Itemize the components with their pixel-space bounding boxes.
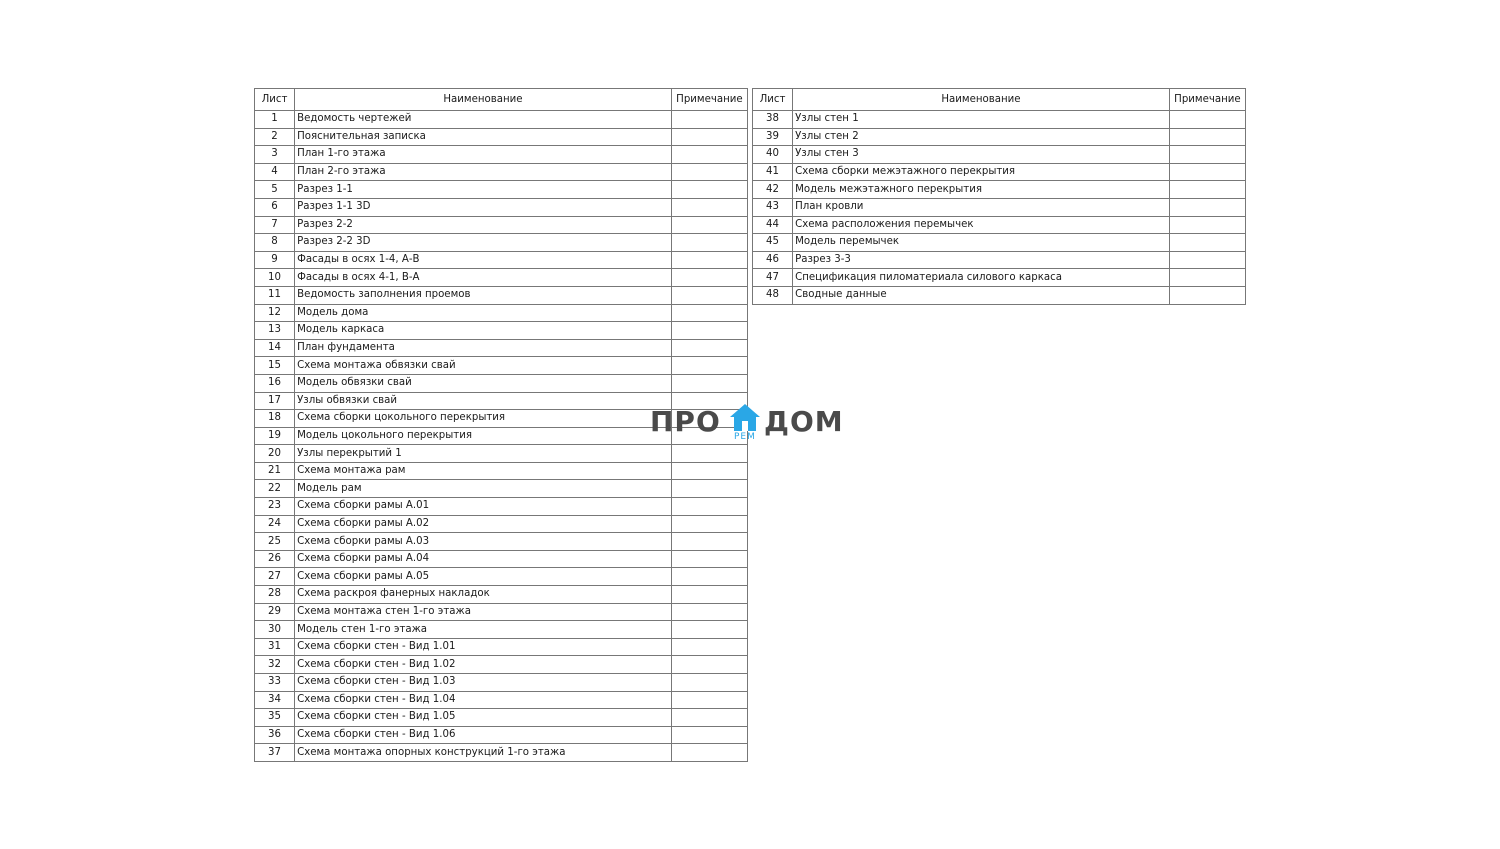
sheet-name-cell: План фундамента <box>295 339 672 357</box>
sheet-name-cell: Сводные данные <box>793 286 1170 304</box>
note-cell <box>671 515 747 533</box>
table-row <box>753 181 1246 199</box>
sheet-number-cell: 34 <box>255 691 295 709</box>
logo-text-left: ПРО <box>650 405 721 438</box>
note-cell <box>671 709 747 727</box>
sheet-number-cell: 12 <box>255 304 295 322</box>
note-cell <box>671 621 747 639</box>
note-cell <box>1169 163 1245 181</box>
sheet-name-cell: Схема монтажа обвязки свай <box>295 357 672 375</box>
sheet-name-cell: Фасады в осях 1-4, А-В <box>295 251 672 269</box>
sheet-number-cell: 32 <box>255 656 295 674</box>
table-row <box>255 251 748 269</box>
sheet-name-cell: Схема расположения перемычек <box>793 216 1170 234</box>
sheet-number-cell: 31 <box>255 638 295 656</box>
table-row <box>255 216 748 234</box>
table-row <box>255 146 748 164</box>
note-cell <box>671 550 747 568</box>
note-cell <box>671 181 747 199</box>
sheet-number-cell: 40 <box>753 146 793 164</box>
watermark-logo <box>650 403 850 445</box>
table-row <box>255 691 748 709</box>
table-row <box>255 234 748 252</box>
sheet-number-cell: 13 <box>255 322 295 340</box>
table-row <box>753 251 1246 269</box>
table-row <box>255 462 748 480</box>
header-note: Примечание <box>671 89 747 111</box>
note-cell <box>671 568 747 586</box>
table-row <box>255 744 748 762</box>
sheet-number-cell: 37 <box>255 744 295 762</box>
table-row <box>255 656 748 674</box>
sheet-name-cell: Узлы стен 1 <box>793 111 1170 129</box>
sheet-number-cell: 36 <box>255 726 295 744</box>
note-cell <box>671 304 747 322</box>
sheet-name-cell: Схема сборки рамы А.05 <box>295 568 672 586</box>
table-header-row <box>255 89 748 111</box>
table-row <box>255 638 748 656</box>
table-row <box>255 357 748 375</box>
table-row <box>255 621 748 639</box>
note-cell <box>671 691 747 709</box>
sheet-name-cell: Разрез 1-1 3D <box>295 198 672 216</box>
note-cell <box>671 498 747 516</box>
sheet-name-cell: Узлы стен 2 <box>793 128 1170 146</box>
sheet-name-cell: Схема сборки стен - Вид 1.01 <box>295 638 672 656</box>
sheet-name-cell: Фасады в осях 4-1, В-А <box>295 269 672 287</box>
sheet-name-cell: Узлы обвязки свай <box>295 392 672 410</box>
sheet-number-cell: 33 <box>255 674 295 692</box>
note-cell <box>1169 181 1245 199</box>
sheet-number-cell: 3 <box>255 146 295 164</box>
note-cell <box>1169 128 1245 146</box>
note-cell <box>671 357 747 375</box>
table-row <box>255 322 748 340</box>
table-row <box>753 146 1246 164</box>
table-row <box>255 269 748 287</box>
sheet-name-cell: Узлы стен 3 <box>793 146 1170 164</box>
table-row <box>255 445 748 463</box>
sheet-name-cell: Схема монтажа рам <box>295 462 672 480</box>
table-row <box>753 198 1246 216</box>
sheet-name-cell: Разрез 1-1 <box>295 181 672 199</box>
sheet-name-cell: Модель цокольного перекрытия <box>295 427 672 445</box>
table-row <box>255 111 748 129</box>
table-row <box>255 374 748 392</box>
sheet-number-cell: 19 <box>255 427 295 445</box>
sheet-number-cell: 42 <box>753 181 793 199</box>
sheet-number-cell: 35 <box>255 709 295 727</box>
sheet-name-cell: План 2-го этажа <box>295 163 672 181</box>
sheet-name-cell: Ведомость заполнения проемов <box>295 286 672 304</box>
note-cell <box>1169 111 1245 129</box>
sheet-number-cell: 7 <box>255 216 295 234</box>
header-note: Примечание <box>1169 89 1245 111</box>
sheet-number-cell: 45 <box>753 234 793 252</box>
note-cell <box>671 480 747 498</box>
note-cell <box>671 216 747 234</box>
sheet-name-cell: План кровли <box>793 198 1170 216</box>
sheet-number-cell: 44 <box>753 216 793 234</box>
note-cell <box>671 198 747 216</box>
note-cell <box>671 128 747 146</box>
sheet-name-cell: Схема сборки межэтажного перекрытия <box>793 163 1170 181</box>
header-sheet: Лист <box>753 89 793 111</box>
table-row <box>255 726 748 744</box>
sheet-number-cell: 22 <box>255 480 295 498</box>
header-name: Наименование <box>295 89 672 111</box>
note-cell <box>1169 269 1245 287</box>
drawing-list-table-right <box>752 88 1246 305</box>
table-row <box>255 586 748 604</box>
note-cell <box>1169 234 1245 252</box>
sheet-number-cell: 15 <box>255 357 295 375</box>
note-cell <box>671 111 747 129</box>
sheet-name-cell: Схема сборки стен - Вид 1.06 <box>295 726 672 744</box>
sheet-number-cell: 14 <box>255 339 295 357</box>
sheet-number-cell: 16 <box>255 374 295 392</box>
note-cell <box>671 251 747 269</box>
table-row <box>753 163 1246 181</box>
note-cell <box>671 656 747 674</box>
table-row <box>255 128 748 146</box>
sheet-name-cell: Спецификация пиломатериала силового каркаса <box>793 269 1170 287</box>
sheet-name-cell: Модель каркаса <box>295 322 672 340</box>
table-row <box>255 198 748 216</box>
note-cell <box>671 374 747 392</box>
sheet-number-cell: 30 <box>255 621 295 639</box>
table-row <box>255 163 748 181</box>
sheet-name-cell: Модель обвязки свай <box>295 374 672 392</box>
sheet-number-cell: 20 <box>255 445 295 463</box>
table-row <box>753 128 1246 146</box>
logo-text-right: ДОМ <box>764 405 844 438</box>
note-cell <box>671 533 747 551</box>
note-cell <box>671 286 747 304</box>
sheet-number-cell: 5 <box>255 181 295 199</box>
table-row <box>255 498 748 516</box>
note-cell <box>671 163 747 181</box>
sheet-number-cell: 11 <box>255 286 295 304</box>
sheet-number-cell: 8 <box>255 234 295 252</box>
sheet-name-cell: Схема сборки стен - Вид 1.03 <box>295 674 672 692</box>
table-row <box>255 181 748 199</box>
table-row <box>255 339 748 357</box>
table-row <box>255 674 748 692</box>
sheet-number-cell: 38 <box>753 111 793 129</box>
note-cell <box>671 339 747 357</box>
note-cell <box>671 674 747 692</box>
sheet-name-cell: Схема монтажа опорных конструкций 1-го этажа <box>295 744 672 762</box>
sheet-number-cell: 25 <box>255 533 295 551</box>
table-row <box>255 304 748 322</box>
note-cell <box>671 234 747 252</box>
note-cell <box>1169 286 1245 304</box>
sheet-name-cell: Пояснительная записка <box>295 128 672 146</box>
house-icon <box>729 403 761 433</box>
sheet-name-cell: Схема сборки стен - Вид 1.04 <box>295 691 672 709</box>
table-row <box>255 550 748 568</box>
sheet-name-cell: Разрез 2-2 3D <box>295 234 672 252</box>
table-row <box>255 480 748 498</box>
sheet-number-cell: 6 <box>255 198 295 216</box>
sheet-name-cell: Схема монтажа стен 1-го этажа <box>295 603 672 621</box>
sheet-number-cell: 1 <box>255 111 295 129</box>
header-name: Наименование <box>793 89 1170 111</box>
sheet-name-cell: Ведомость чертежей <box>295 111 672 129</box>
table-row <box>753 234 1246 252</box>
note-cell <box>671 146 747 164</box>
note-cell <box>671 603 747 621</box>
table-row <box>753 269 1246 287</box>
sheet-number-cell: 27 <box>255 568 295 586</box>
sheet-number-cell: 26 <box>255 550 295 568</box>
note-cell <box>671 462 747 480</box>
sheet-name-cell: Модель перемычек <box>793 234 1170 252</box>
note-cell <box>671 726 747 744</box>
table-row <box>255 515 748 533</box>
sheet-number-cell: 41 <box>753 163 793 181</box>
table-row <box>255 533 748 551</box>
sheet-number-cell: 21 <box>255 462 295 480</box>
sheet-number-cell: 23 <box>255 498 295 516</box>
sheet-number-cell: 48 <box>753 286 793 304</box>
table-row <box>753 216 1246 234</box>
sheet-number-cell: 47 <box>753 269 793 287</box>
sheet-name-cell: Модель стен 1-го этажа <box>295 621 672 639</box>
table-header-row <box>753 89 1246 111</box>
sheet-number-cell: 17 <box>255 392 295 410</box>
note-cell <box>671 269 747 287</box>
sheet-number-cell: 24 <box>255 515 295 533</box>
sheet-name-cell: Схема сборки рамы А.04 <box>295 550 672 568</box>
sheet-number-cell: 10 <box>255 269 295 287</box>
note-cell <box>671 638 747 656</box>
note-cell <box>671 744 747 762</box>
sheet-number-cell: 18 <box>255 410 295 428</box>
sheet-name-cell: Схема сборки стен - Вид 1.02 <box>295 656 672 674</box>
note-cell <box>671 586 747 604</box>
sheet-number-cell: 4 <box>255 163 295 181</box>
sheet-number-cell: 43 <box>753 198 793 216</box>
sheet-name-cell: Модель рам <box>295 480 672 498</box>
table-row <box>753 111 1246 129</box>
note-cell <box>1169 198 1245 216</box>
sheet-number-cell: 9 <box>255 251 295 269</box>
sheet-name-cell: Модель межэтажного перекрытия <box>793 181 1170 199</box>
note-cell <box>671 445 747 463</box>
sheet-number-cell: 28 <box>255 586 295 604</box>
table-row <box>255 709 748 727</box>
sheet-name-cell: Схема сборки стен - Вид 1.05 <box>295 709 672 727</box>
sheet-name-cell: Узлы перекрытий 1 <box>295 445 672 463</box>
sheet-name-cell: Схема раскроя фанерных накладок <box>295 586 672 604</box>
note-cell <box>1169 251 1245 269</box>
note-cell <box>1169 146 1245 164</box>
header-sheet: Лист <box>255 89 295 111</box>
note-cell <box>1169 216 1245 234</box>
sheet-name-cell: Схема сборки цокольного перекрытия <box>295 410 672 428</box>
sheet-name-cell: Схема сборки рамы А.01 <box>295 498 672 516</box>
sheet-name-cell: План 1-го этажа <box>295 146 672 164</box>
sheet-number-cell: 46 <box>753 251 793 269</box>
sheet-name-cell: Разрез 2-2 <box>295 216 672 234</box>
sheet-name-cell: Схема сборки рамы А.03 <box>295 533 672 551</box>
table-row <box>255 603 748 621</box>
sheet-name-cell: Модель дома <box>295 304 672 322</box>
sheet-name-cell: Разрез 3-3 <box>793 251 1170 269</box>
note-cell <box>671 322 747 340</box>
table-row <box>255 286 748 304</box>
table-row <box>255 568 748 586</box>
sheet-number-cell: 29 <box>255 603 295 621</box>
sheet-name-cell: Схема сборки рамы А.02 <box>295 515 672 533</box>
sheet-number-cell: 39 <box>753 128 793 146</box>
table-row <box>753 286 1246 304</box>
sheet-number-cell: 2 <box>255 128 295 146</box>
logo-subtext: РЕМ <box>734 432 756 442</box>
